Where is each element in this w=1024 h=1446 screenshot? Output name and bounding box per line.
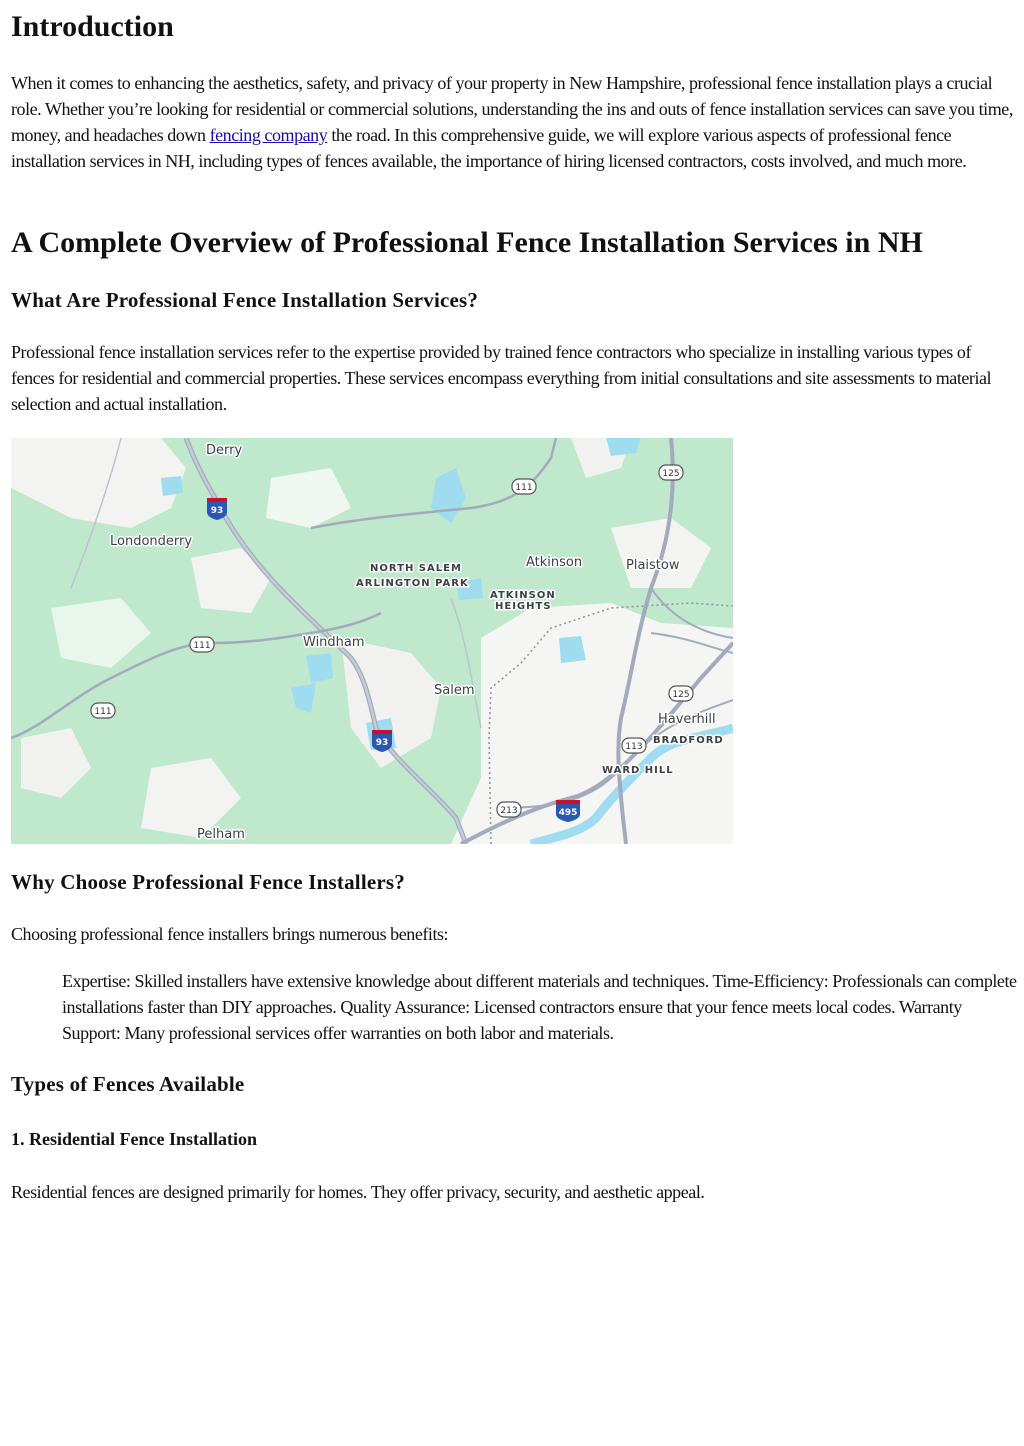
why-choose-intro: Choosing professional fence installers brings numerous benefits: — [11, 924, 449, 944]
svg-text:495: 495 — [558, 808, 578, 818]
map-label-ward-hill: WARD HILL — [602, 765, 674, 776]
svg-text:93: 93 — [375, 738, 389, 748]
svg-text:111: 111 — [515, 483, 533, 493]
map-label-atkinson-heights-2: HEIGHTS — [495, 601, 552, 612]
route-111-shield — [91, 703, 115, 718]
svg-text:125: 125 — [662, 469, 680, 479]
intro-text-before-link: When it comes to enhancing the aesthetics, safety, and privacy of your property in New Hampshire, professional fence installation plays a crucial role. Whether you’re looking for residential or commercial solutions, understanding the ins and outs of fence installation services can save you time, money, and headaches down — [11, 73, 1013, 145]
what-are-services-heading: What Are Professional Fence Installation Services? — [11, 288, 479, 312]
svg-text:213: 213 — [500, 806, 518, 816]
svg-text:111: 111 — [193, 641, 211, 651]
location-map[interactable] — [11, 438, 733, 844]
residential-fence-heading: 1. Residential Fence Installation — [11, 1129, 257, 1149]
interstate-495-shield — [556, 800, 580, 822]
map-lake — [161, 476, 183, 496]
map-label-plaistow: Plaistow — [626, 558, 680, 573]
intro-text-after-link: the road. In this comprehensive guide, we will explore various aspects of professional fence installation services in NH, including types of fences available, the importance of hiring licensed contractors, costs involved, and much more. — [11, 125, 967, 171]
introduction-paragraph — [11, 70, 1016, 174]
map-label-londonderry: Londonderry — [110, 534, 193, 549]
overview-heading: A Complete Overview of Professional Fence Installation Services in NH — [11, 226, 923, 259]
map-label-derry: Derry — [206, 443, 243, 458]
interstate-93-shield — [372, 730, 392, 752]
svg-text:93: 93 — [210, 506, 224, 516]
map-label-salem: Salem — [434, 683, 475, 698]
route-125-shield — [659, 465, 683, 480]
introduction-heading: Introduction — [11, 10, 174, 43]
fencing-company-link[interactable]: fencing company — [209, 125, 328, 145]
why-choose-heading: Why Choose Professional Fence Installers? — [11, 870, 405, 894]
map-label-north-salem: NORTH SALEM — [370, 563, 462, 574]
map-label-atkinson-heights-1: ATKINSON — [490, 590, 556, 601]
svg-text:113: 113 — [625, 742, 643, 752]
map-canvas — [11, 438, 733, 844]
route-213-shield — [497, 802, 521, 817]
map-label-atkinson: Atkinson — [526, 555, 583, 570]
interstate-93-shield — [207, 498, 227, 520]
residential-fence-paragraph: Residential fences are designed primarily for homes. They offer privacy, security, and aesthetic appeal. — [11, 1182, 705, 1202]
svg-text:111: 111 — [94, 707, 112, 717]
map-label-arlington-park: ARLINGTON PARK — [356, 578, 469, 589]
map-label-bradford: BRADFORD — [653, 735, 724, 746]
types-of-fences-heading: Types of Fences Available — [11, 1072, 245, 1096]
benefits-list: Expertise: Skilled installers have extensive knowledge about different materials and techniques. Time-Efficiency: Professionals can complete installations faster than DIY approaches. Quality Assurance: Licensed contractors ensure that your fence meets local codes. Warranty Support: Many professional services offer warranties on both labor and materials. — [62, 971, 1017, 1043]
map-label-windham: Windham — [303, 635, 365, 650]
what-are-services-paragraph: Professional fence installation services refer to the expertise provided by trained fence contractors who specialize in installing various types of fences for residential and commercial properties. These services encompass everything from initial consultations and site assessments to material selection and actual installation. — [11, 342, 992, 414]
route-111-shield — [190, 637, 214, 652]
route-111-shield — [512, 479, 536, 494]
route-113-shield — [622, 738, 646, 753]
route-125-shield — [669, 686, 693, 701]
svg-text:125: 125 — [672, 690, 690, 700]
map-label-pelham: Pelham — [197, 827, 245, 842]
map-label-haverhill: Haverhill — [658, 712, 716, 727]
